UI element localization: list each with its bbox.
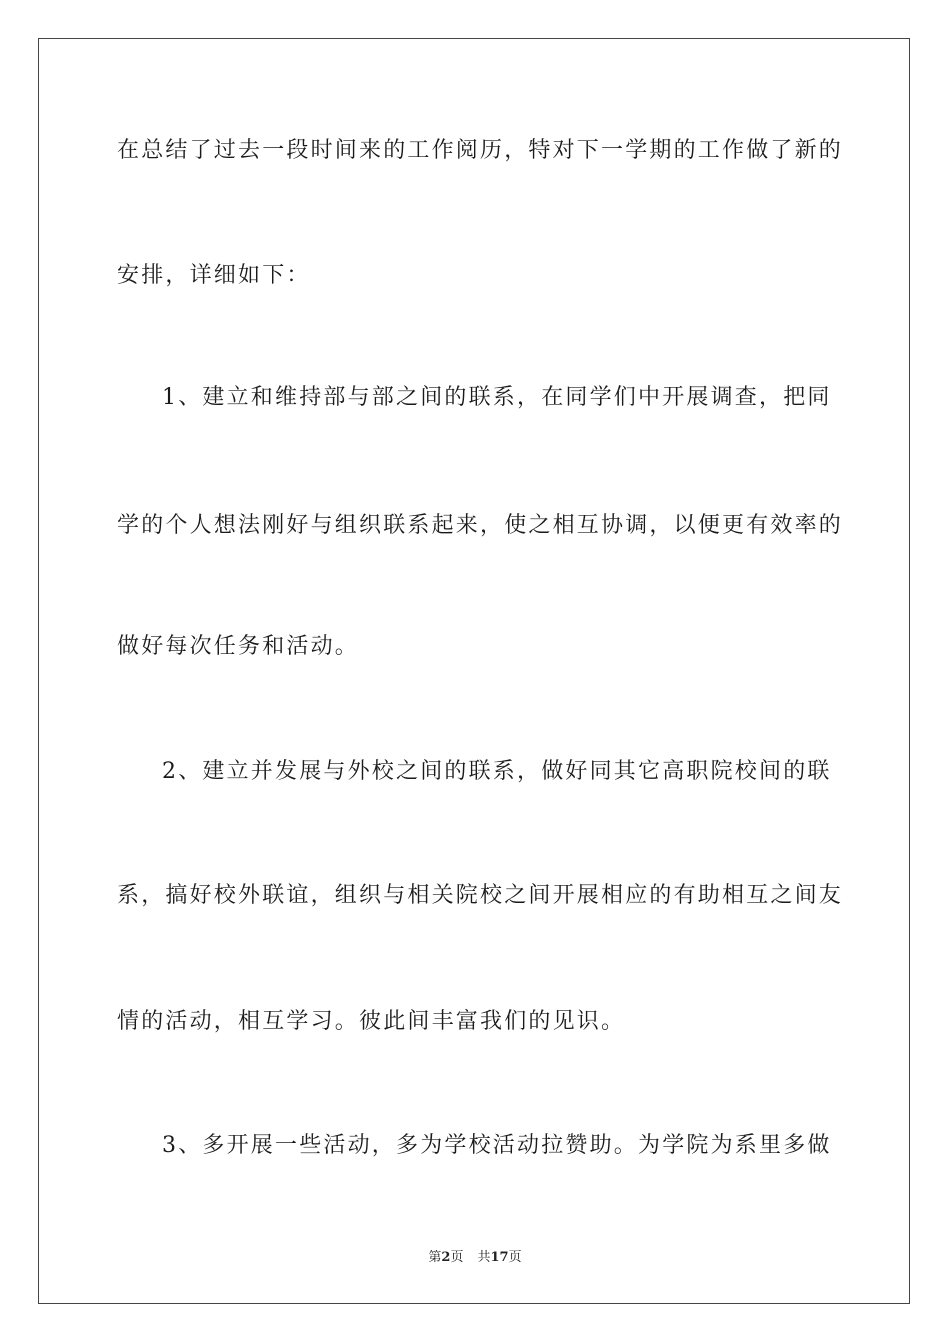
paragraph-line-7: 系，搞好校外联谊，组织与相关院校之间开展相应的有助相互之间友: [117, 883, 844, 908]
page-border: [38, 38, 910, 1304]
paragraph-line-6: 2、建立并发展与外校之间的联系，做好同其它高职院校间的联: [162, 759, 832, 784]
paragraph-line-2: 安排，详细如下：: [117, 263, 311, 288]
total-suffix: 页: [508, 1250, 522, 1265]
total-pages: 17: [490, 1250, 509, 1265]
paragraph-line-8: 情的活动，相互学习。彼此间丰富我们的见识。: [117, 1009, 626, 1034]
page-prefix: 第: [428, 1250, 442, 1265]
paragraph-line-1: 在总结了过去一段时间来的工作阅历，特对下一学期的工作做了新的: [117, 138, 844, 163]
total-prefix: 共: [477, 1250, 491, 1265]
paragraph-line-3: 1、建立和维持部与部之间的联系，在同学们中开展调查，把同: [162, 385, 832, 410]
page-number: 2: [441, 1250, 451, 1265]
page-suffix: 页: [450, 1250, 464, 1265]
paragraph-line-9: 3、多开展一些活动，多为学校活动拉赞助。为学院为系里多做: [162, 1133, 832, 1158]
page-footer: [0, 1246, 950, 1265]
paragraph-line-4: 学的个人想法刚好与组织联系起来，使之相互协调，以便更有效率的: [117, 513, 844, 538]
paragraph-line-5: 做好每次任务和活动。: [117, 634, 360, 659]
